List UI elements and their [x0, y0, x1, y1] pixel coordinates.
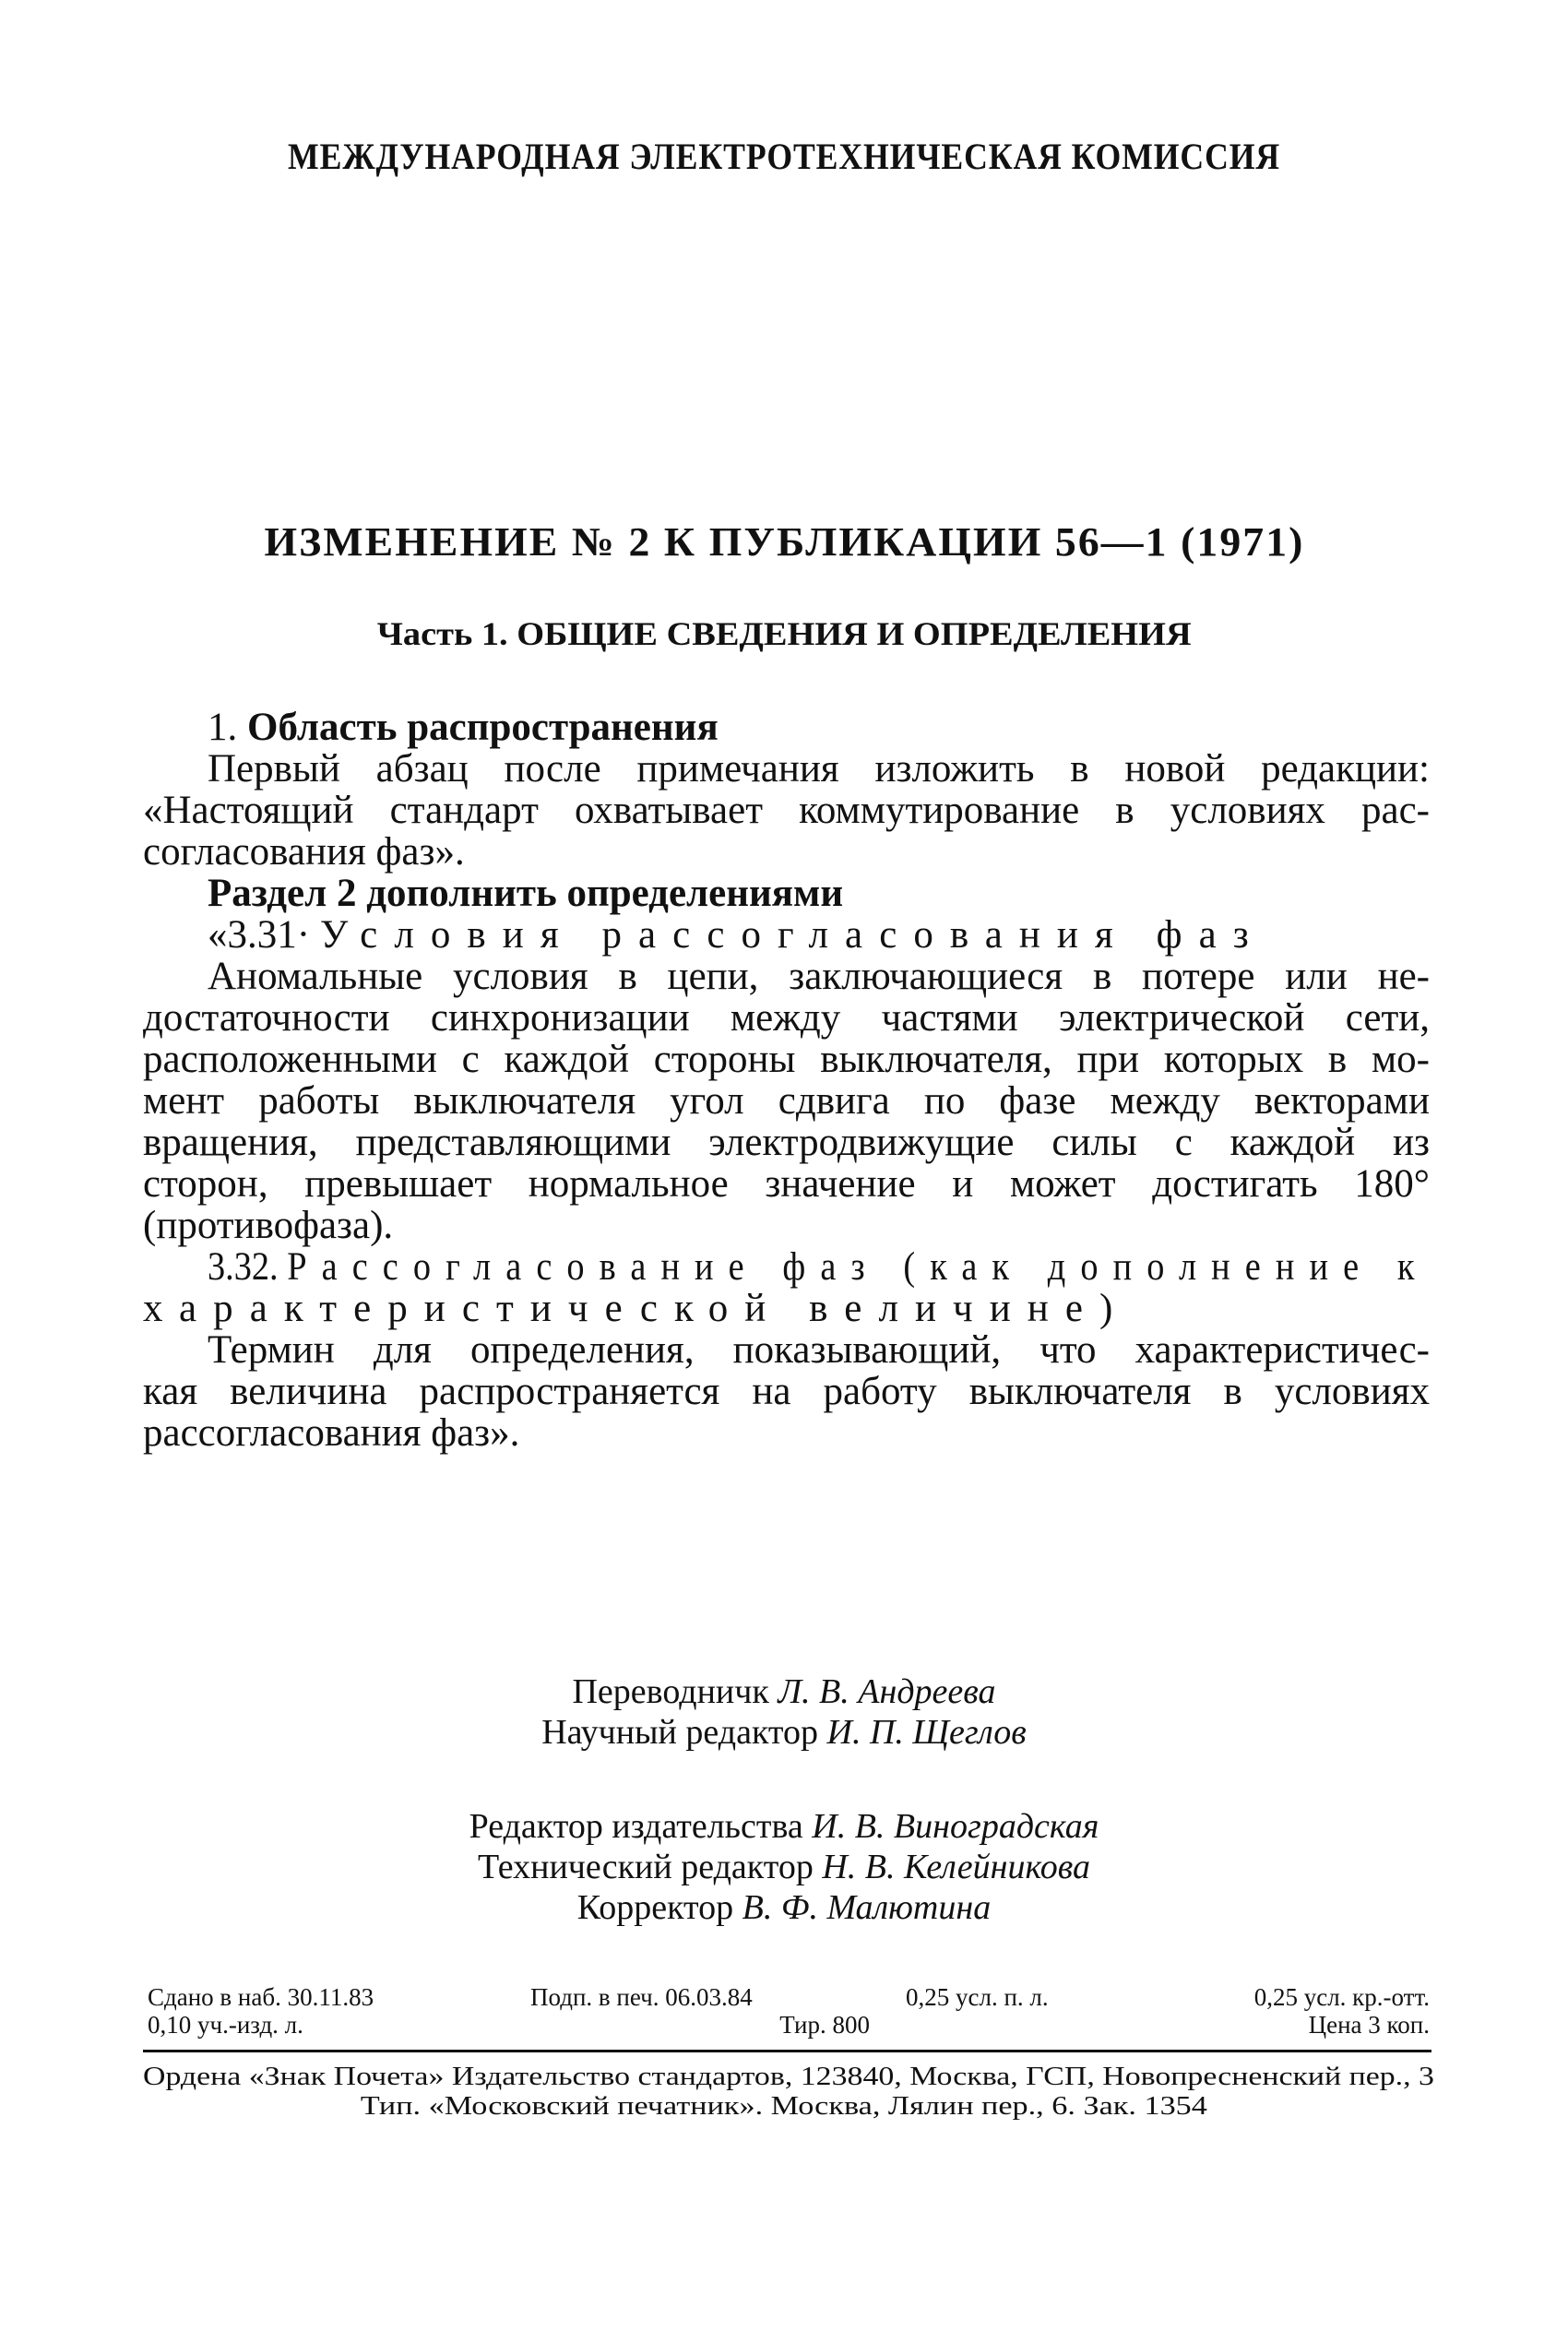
credit-line [0, 1847, 1568, 1887]
part-number: Часть 1. [376, 615, 508, 652]
body-line [208, 1329, 1430, 1371]
price: Цена 3 коп. [1308, 2011, 1430, 2039]
credit-line [0, 1671, 1568, 1712]
print-sheets: 0,25 усл. п. л. [906, 1983, 1049, 2011]
defined-term: Условия рассогласования фаз [319, 913, 1265, 957]
document-title [0, 518, 1568, 565]
line-text: сторон, превышает нормальное значение и может достигать 180° [143, 1162, 1430, 1206]
body-line [143, 1163, 1430, 1205]
organization-name: МЕЖДУНАРОДНАЯ ЭЛЕКТРОТЕХНИЧЕСКАЯ КОМИССИЯ [287, 136, 1280, 177]
publisher-text: Ордена «Знак Почета» Издательство стандартов, 123840, Москва, ГСП, Новопресненский пер., 3 [143, 2063, 1434, 2091]
part-title: ОБЩИЕ СВЕДЕНИЯ И ОПРЕДЕЛЕНИЯ [516, 615, 1192, 652]
line-text: Первый абзац после примечания изложить в новой редакции: [208, 747, 1430, 791]
part-heading-text [377, 614, 1192, 653]
credit-name: Л. В. Андреева [778, 1672, 996, 1711]
body-line [143, 1122, 1430, 1163]
credit-role: Корректор [576, 1888, 734, 1927]
imprint-divider [143, 2050, 1431, 2052]
body-line [143, 1412, 1430, 1454]
line-text: (противофаза). [143, 1204, 394, 1247]
amendment-title: ИЗМЕНЕНИЕ № 2 К ПУБЛИКАЦИИ 56—1 (1971) [264, 519, 1304, 565]
circulation: Тир. 800 [779, 2011, 870, 2039]
credit-name: Н. В. Келейникова [822, 1848, 1091, 1886]
clause-number: 3.32. [208, 1245, 288, 1289]
clause-number: 1. [208, 706, 247, 749]
defined-term: характеристической величине) [143, 1287, 1130, 1330]
signed-date: Подп. в печ. 06.03.84 [530, 1983, 753, 2011]
edit-sheets: 0,10 уч.-изд. л. [148, 2011, 303, 2039]
credit-line [0, 1712, 1568, 1753]
credit-role: Технический редактор [477, 1848, 814, 1886]
body-line [208, 707, 1430, 748]
credit-role: Редактор издательства [469, 1807, 803, 1846]
defined-term: Рассогласование фаз (как дополнение к [287, 1245, 1430, 1289]
line-text: вращения, представляющими электродвижущие силы с каждой из [143, 1121, 1430, 1164]
body-line [143, 831, 1430, 873]
body-line [143, 1288, 1430, 1329]
body-line [208, 873, 1430, 914]
body-line [143, 1205, 1430, 1246]
printer-text: Тип. «Московский печатник». Москва, Лялин пер., 6. Зак. 1354 [360, 2092, 1207, 2121]
line-text: согласования фаз». [143, 830, 465, 874]
body-line [208, 748, 1430, 790]
line-text: Раздел 2 дополнить определениями [208, 872, 844, 915]
line-text: Аномальные условия в цепи, заключающиеся в потере или не- [208, 955, 1430, 998]
printer-line [0, 2092, 1568, 2122]
body-line [208, 1245, 1430, 1289]
publisher-line [143, 2063, 1434, 2092]
body-line [208, 956, 1430, 997]
line-text: расположенными с каждой стороны выключателя, при которых в мо- [143, 1038, 1430, 1081]
credit-line [0, 1887, 1568, 1928]
line-text: Область распространения [247, 706, 719, 749]
line-text: кая величина распространяется на работу выключателя в условиях [143, 1370, 1430, 1413]
credit-line [0, 1806, 1568, 1847]
line-text: мент работы выключателя угол сдвига по фазе между векторами [143, 1079, 1430, 1123]
line-text: достаточности синхронизации между частями электрической сети, [143, 996, 1430, 1040]
part-heading [0, 614, 1568, 653]
color-prints: 0,25 усл. кр.-отт. [1253, 1983, 1430, 2011]
credit-role: Переводничк [572, 1672, 769, 1711]
line-text: «Настоящий стандарт охватывает коммутирование в условиях рас- [143, 789, 1430, 832]
body-line [143, 1080, 1430, 1122]
clause-number: «3.31· [208, 913, 320, 957]
body-line [143, 997, 1430, 1039]
credit-name: В. Ф. Малютина [742, 1888, 992, 1927]
body-line [143, 790, 1430, 831]
line-text: рассогласования фаз». [143, 1411, 520, 1455]
submitted-date: Сдано в наб. 30.11.83 [148, 1983, 374, 2011]
body-line [143, 1039, 1430, 1080]
body-line [208, 914, 1430, 956]
credit-role: Научный редактор [541, 1713, 819, 1752]
line-text: Термин для определения, показывающий, что характеристичес- [208, 1328, 1430, 1372]
organization-header [0, 135, 1568, 178]
credit-name: И. В. Виноградская [812, 1807, 1099, 1846]
credit-name: И. П. Щеглов [826, 1713, 1027, 1752]
body-line [143, 1371, 1430, 1412]
